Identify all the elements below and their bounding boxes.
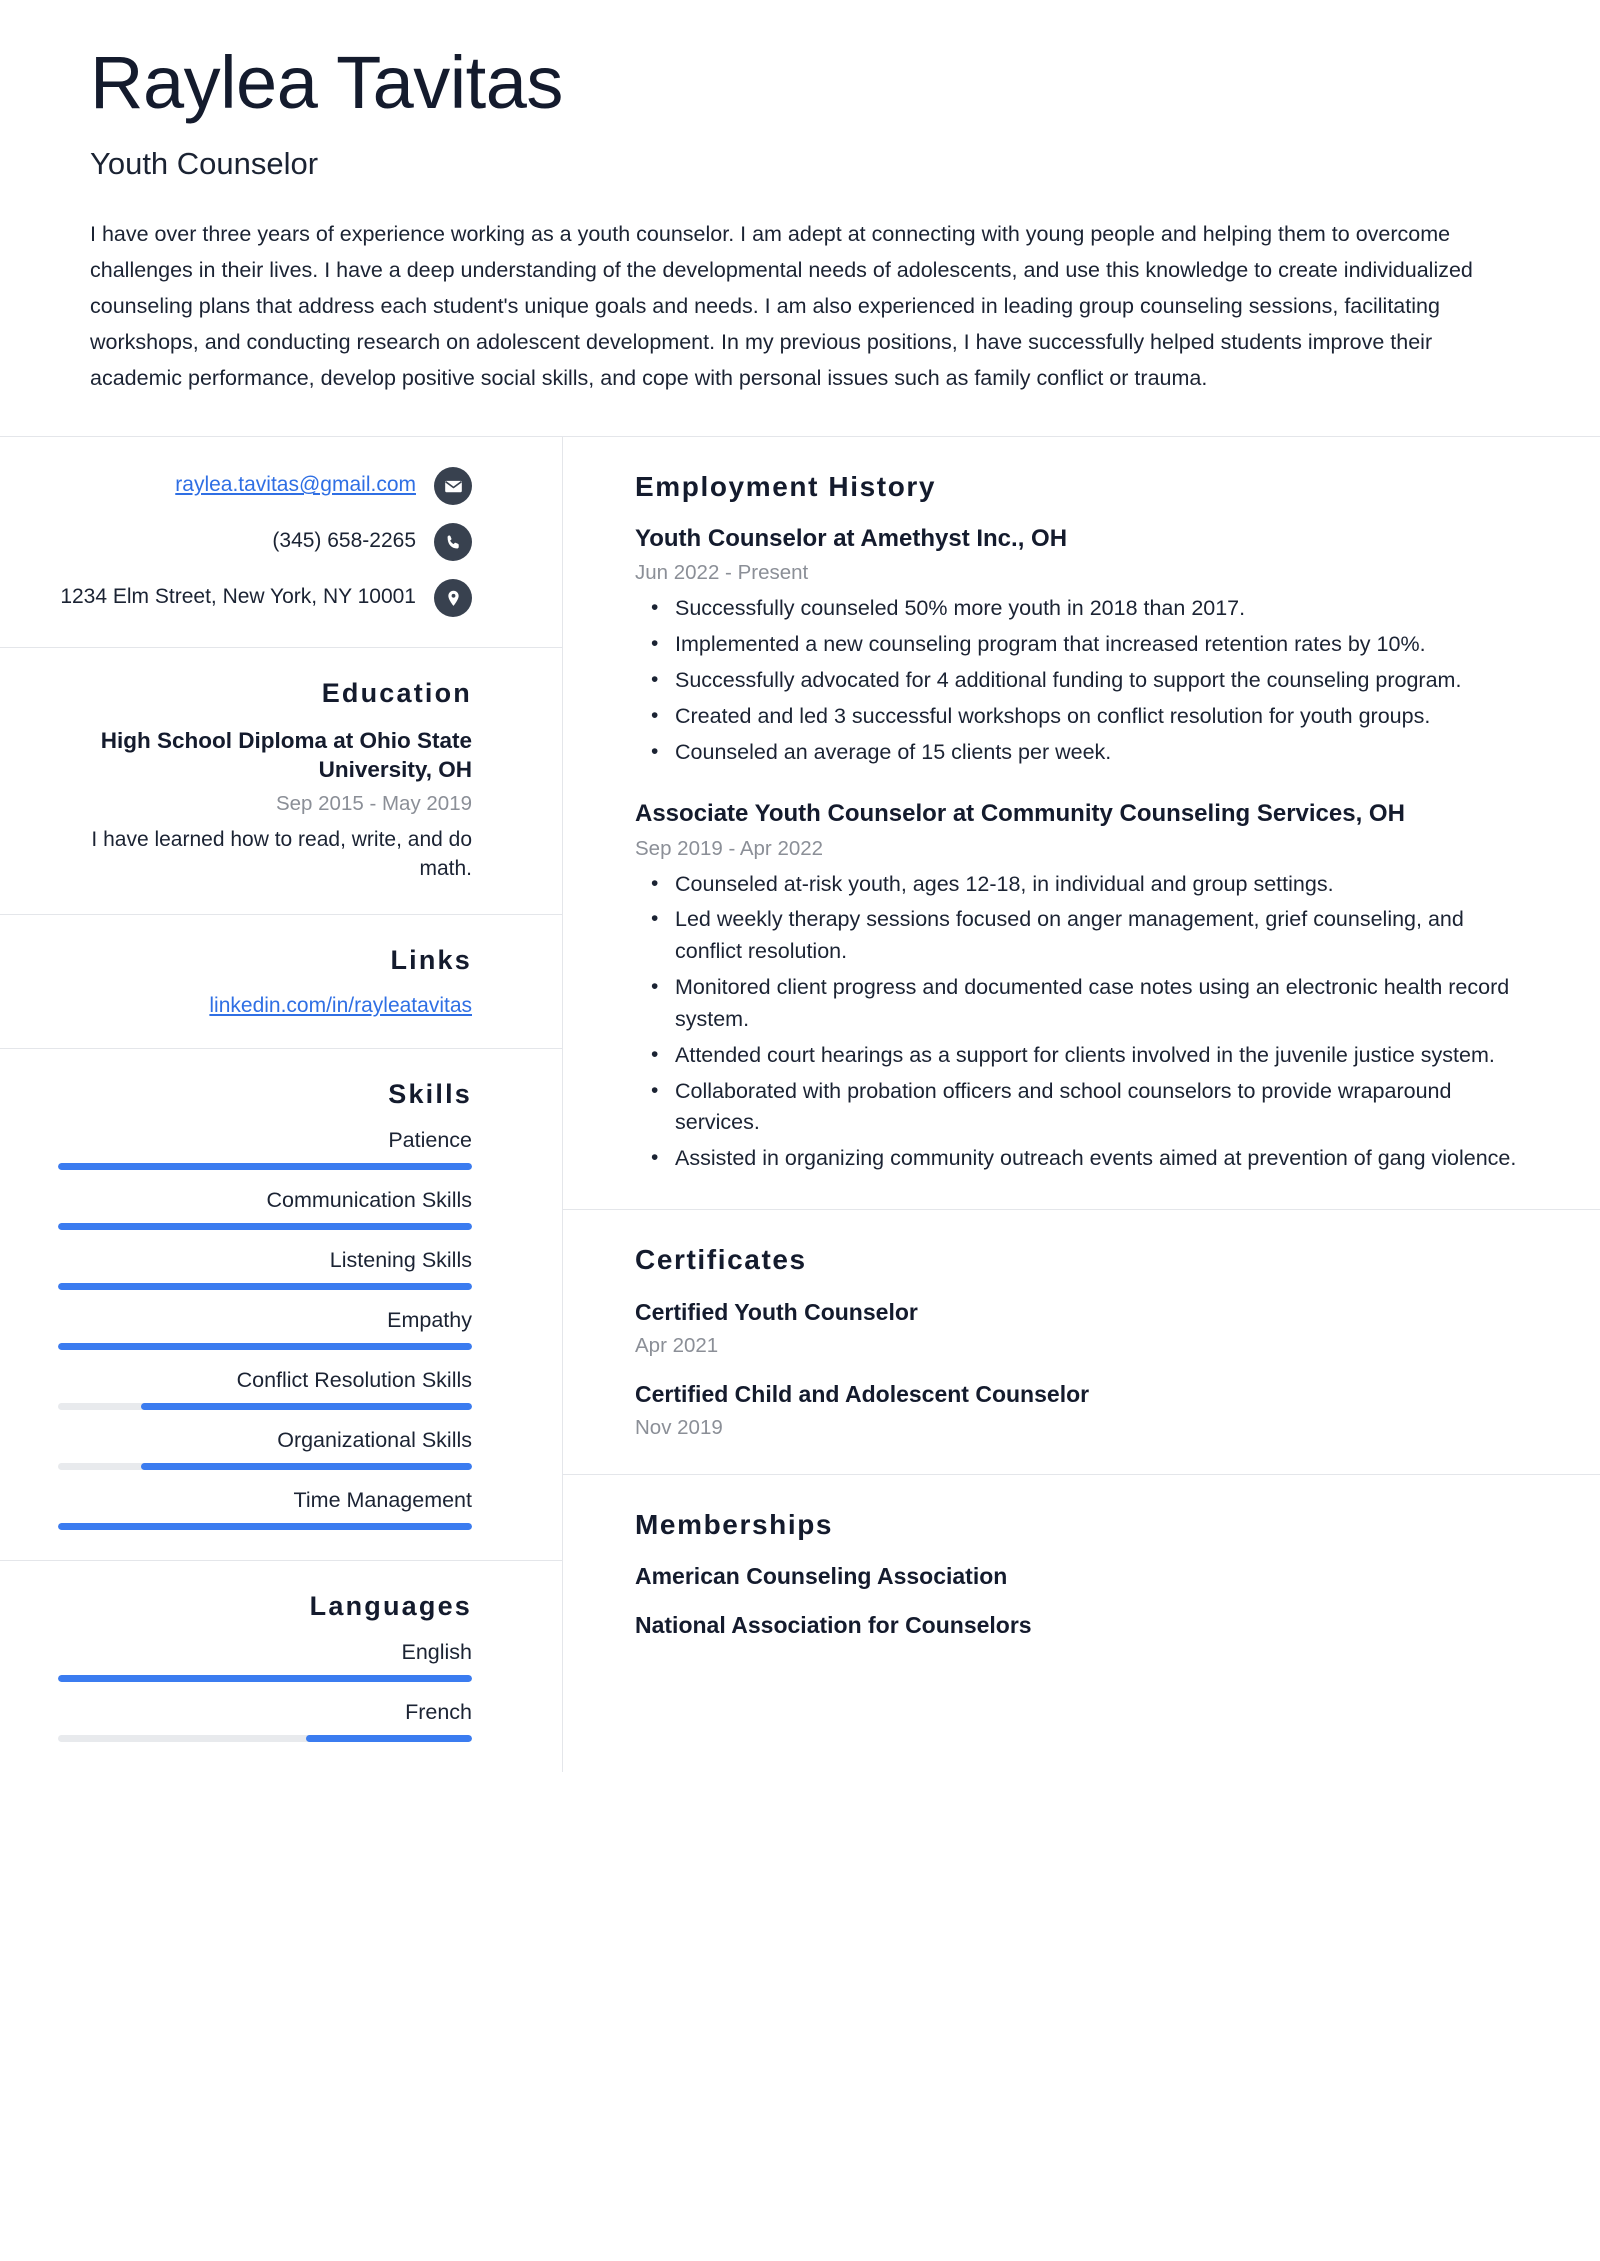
memberships-heading: Memberships: [635, 1508, 834, 1540]
job-bullet: • Counseled an average of 15 clients per week.: [635, 737, 1520, 769]
linkedin-link[interactable]: linkedin.com/in/rayleatavitas: [209, 993, 472, 1017]
education-section: [0, 648, 562, 914]
job-bullet: • Monitored client progress and documented case notes using an electronic health record system.: [635, 972, 1520, 1036]
email-value[interactable]: [175, 467, 416, 500]
skill-label: Conflict Resolution Skills: [236, 1367, 472, 1392]
skill-label: Listening Skills: [329, 1247, 472, 1272]
job-bullet: • Successfully advocated for 4 additional funding to support the counseling program.: [635, 665, 1520, 697]
language-bar-fill: [58, 1675, 472, 1682]
job-bullet: • Implemented a new counseling program that increased retention rates by 10%.: [635, 629, 1520, 661]
skill-bar-fill: [58, 1223, 472, 1230]
skill-label: Patience: [388, 1127, 472, 1152]
employment-history-section: [563, 437, 1600, 1210]
skill-label: Empathy: [387, 1307, 472, 1332]
language-label: French: [405, 1699, 472, 1724]
skill-bar-fill: [141, 1403, 472, 1410]
skill-bar-fill: [58, 1523, 472, 1530]
skill-bar-fill: [58, 1283, 472, 1290]
skill-item: [58, 1308, 472, 1350]
language-item: [58, 1700, 472, 1742]
skill-item: [58, 1188, 472, 1230]
resume-body: [0, 437, 1600, 1771]
skill-bar-track: [58, 1403, 472, 1410]
skill-item: [58, 1428, 472, 1470]
contact-phone-row[interactable]: [58, 523, 472, 561]
links-heading: Links: [390, 944, 472, 975]
location-pin-icon: [434, 579, 472, 617]
phone-value: (345) 658-2265: [272, 529, 416, 553]
contact-address-row[interactable]: [58, 579, 472, 617]
email-link[interactable]: raylea.tavitas@gmail.com: [175, 473, 416, 497]
skill-item: [58, 1128, 472, 1170]
sidebar: [0, 437, 563, 1771]
job-bullet: • Attended court hearings as a support for clients involved in the juvenile justice system.: [635, 1040, 1520, 1072]
languages-heading: Languages: [309, 1590, 472, 1621]
language-bar-track: [58, 1735, 472, 1742]
skill-item: [58, 1248, 472, 1290]
education-item: [58, 727, 472, 883]
language-bar-fill: [306, 1735, 472, 1742]
job-entry-title: Youth Counselor at Amethyst Inc., OH: [635, 525, 1068, 553]
skill-bar-track: [58, 1163, 472, 1170]
education-heading: Education: [321, 678, 472, 709]
job-entry-date: Jun 2022 - Present: [635, 561, 809, 585]
certificates-section: [563, 1210, 1600, 1475]
languages-section: [0, 1561, 562, 1772]
education-date: Sep 2015 - May 2019: [275, 791, 472, 815]
certificate-title: Certified Child and Adolescent Counselor: [635, 1380, 1090, 1407]
skill-label: Time Management: [293, 1487, 472, 1512]
job-bullet: • Collaborated with probation officers and school counselors to provide wraparound services.: [635, 1076, 1520, 1140]
certificate-date: Apr 2021: [635, 1333, 719, 1357]
contact-section: [0, 437, 562, 648]
language-bar-track: [58, 1675, 472, 1682]
language-item: [58, 1640, 472, 1682]
language-label: English: [401, 1639, 472, 1664]
skill-item: [58, 1368, 472, 1410]
envelope-icon: [434, 467, 472, 505]
job-bullet-list: [635, 869, 1520, 1175]
skills-section: [0, 1049, 562, 1561]
skill-label: Organizational Skills: [277, 1427, 472, 1452]
skill-item: [58, 1488, 472, 1530]
skill-bar-track: [58, 1283, 472, 1290]
certificate-date: Nov 2019: [635, 1415, 723, 1439]
skill-bar-fill: [58, 1343, 472, 1350]
resume-header: [0, 0, 1600, 436]
certificate-title: Certified Youth Counselor: [635, 1298, 918, 1325]
links-section: [0, 915, 562, 1049]
job-bullet: • Successfully counseled 50% more youth in 2018 than 2017.: [635, 593, 1520, 625]
main-column: [563, 437, 1600, 1771]
job-bullet: • Assisted in organizing community outreach events aimed at prevention of gang violence.: [635, 1143, 1520, 1175]
certificates-heading: Certificates: [635, 1243, 807, 1275]
page-title: Raylea Tavitas: [90, 41, 563, 124]
membership-entry: National Association for Counselors: [635, 1611, 1032, 1638]
phone-icon: [434, 523, 472, 561]
job-bullet: • Led weekly therapy sessions focused on anger management, grief counseling, and conflict resolution.: [635, 904, 1520, 968]
job-bullet: • Counseled at-risk youth, ages 12-18, in individual and group settings.: [635, 869, 1520, 901]
job-entry-title: Associate Youth Counselor at Community Counseling Services, OH: [635, 800, 1405, 828]
memberships-section: [563, 1475, 1600, 1673]
skill-label: Communication Skills: [266, 1187, 472, 1212]
skill-bar-track: [58, 1463, 472, 1470]
contact-email-row[interactable]: [58, 467, 472, 505]
certificate-entry: [635, 1298, 1520, 1358]
job-bullet-list: [635, 593, 1520, 768]
job-title-subheading: Youth Counselor: [90, 145, 319, 181]
education-description: I have learned how to read, write, and do math.: [91, 827, 472, 881]
skill-bar-track: [58, 1223, 472, 1230]
education-title: High School Diploma at Ohio State University, OH: [100, 728, 472, 783]
skill-bar-fill: [58, 1163, 472, 1170]
skills-heading: Skills: [388, 1078, 472, 1109]
professional-summary: I have over three years of experience working as a youth counselor. I am adept at connecting with young people and helping them to overcome challenges in their lives. I have a deep understanding of the developmental needs of adolescents, and use this knowledge to create individualized counseling plans that address each student's unique goals and needs. I am also experienced in leading group counseling sessions, facilitating workshops, and conducting research on adolescent development. In my previous positions, I have successfully helped students improve their academic performance, develop positive social skills, and cope with personal issues such as family conflict or trauma.: [90, 221, 1473, 391]
skill-bar-track: [58, 1343, 472, 1350]
membership-entry: American Counseling Association: [635, 1562, 1008, 1589]
employment-history-heading: Employment History: [635, 471, 937, 503]
job-entry-date: Sep 2019 - Apr 2022: [635, 836, 824, 860]
job-entry: [635, 523, 1520, 768]
skill-bar-fill: [141, 1463, 472, 1470]
address-value: 1234 Elm Street, New York, NY 10001: [60, 585, 416, 609]
skill-bar-track: [58, 1523, 472, 1530]
job-entry: [635, 798, 1520, 1175]
job-bullet: • Created and led 3 successful workshops on conflict resolution for youth groups.: [635, 701, 1520, 733]
certificate-entry: [635, 1380, 1520, 1440]
